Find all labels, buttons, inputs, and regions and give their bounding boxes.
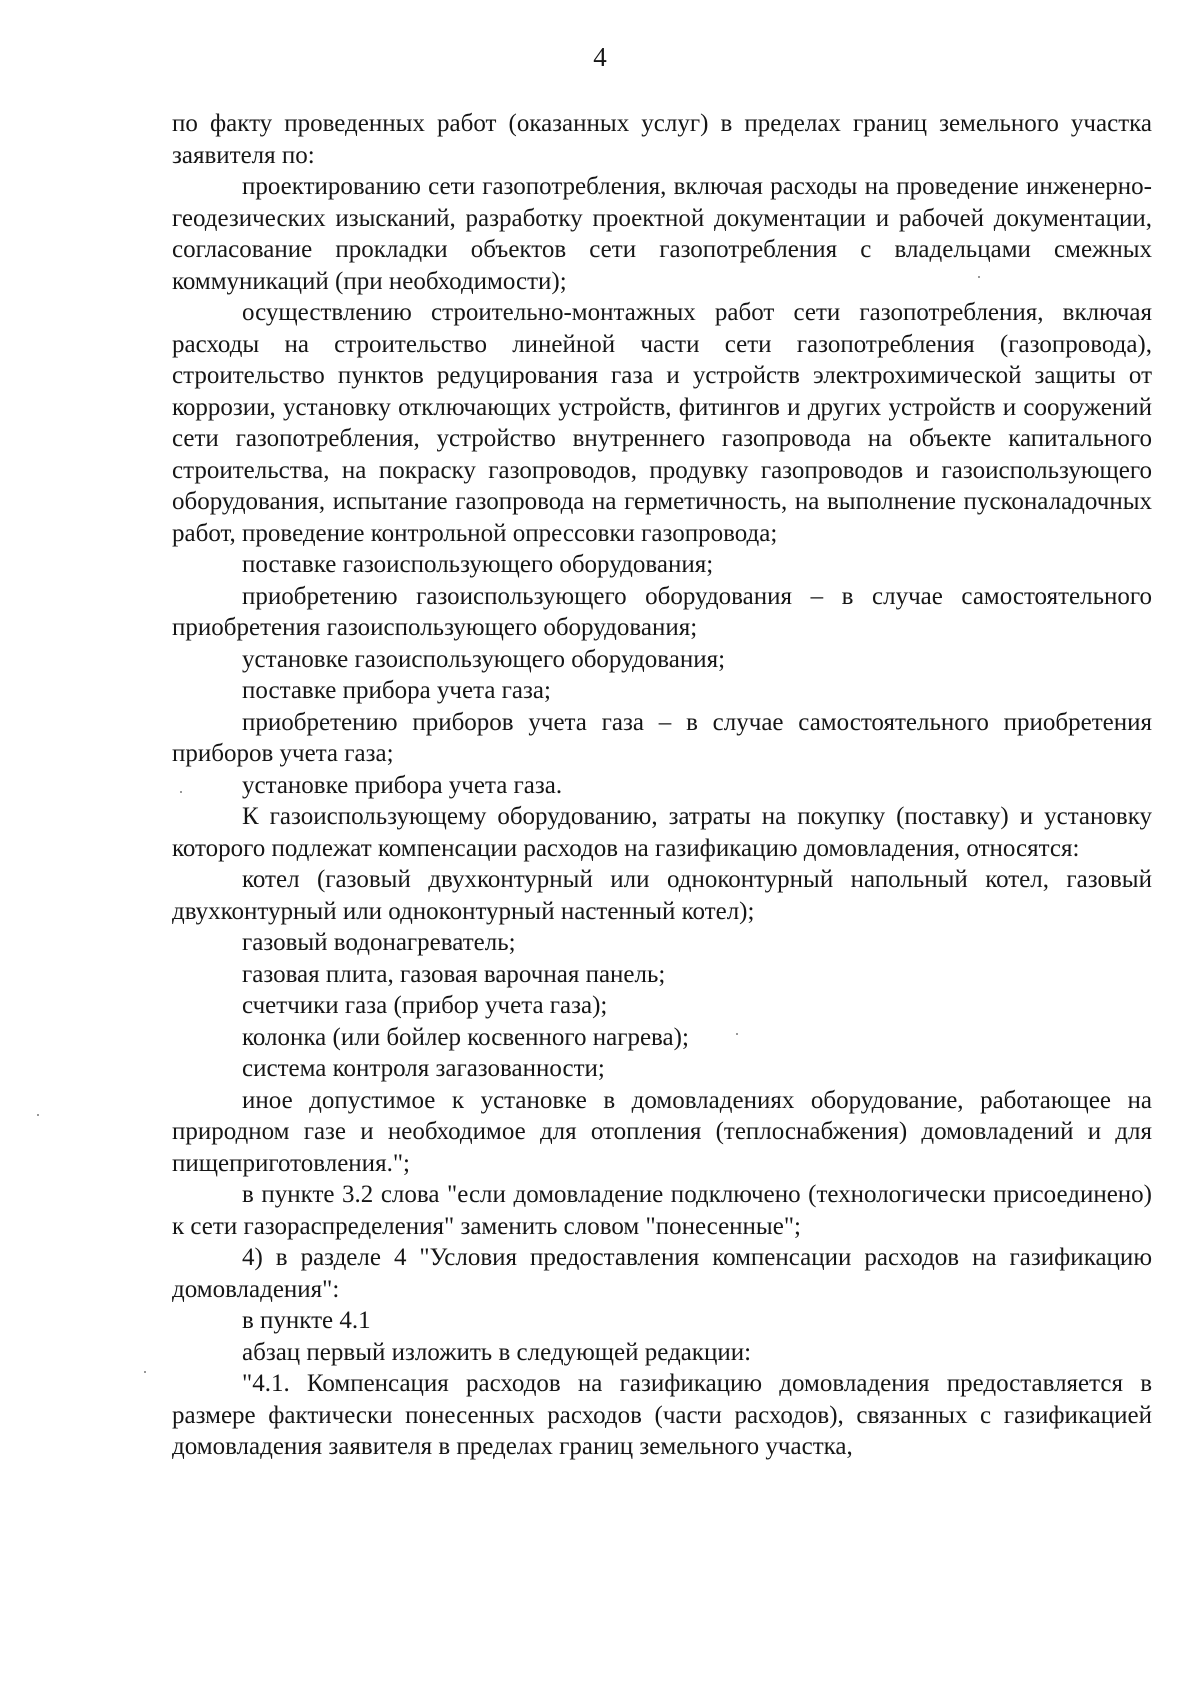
scan-speck bbox=[180, 791, 182, 793]
paragraph: по факту проведенных работ (оказанных услуг) в пределах границ земельного участка заявителя по: bbox=[172, 110, 1152, 169]
list-item: поставке прибора учета газа; bbox=[242, 677, 551, 704]
paragraph: в пункте 3.2 слова "если домовладение подключено (технологически присоединено) к сети газораспределения" заменить словом "понесенные"; bbox=[172, 1181, 1152, 1240]
paragraph: 4) в разделе 4 "Условия предоставления компенсации расходов на газификацию домовладения": bbox=[172, 1244, 1152, 1303]
scan-speck bbox=[37, 1114, 39, 1116]
list-item: котел (газовый двухконтурный или одноконтурный напольный котел, газовый двухконтурный или одноконтурный настенный котел); bbox=[172, 866, 1152, 925]
scan-speck bbox=[978, 276, 980, 278]
list-item: установке прибора учета газа. bbox=[242, 771, 563, 799]
paragraph: осуществлению строительно-монтажных работ сети газопотребления, включая расходы на строительство линейной части сети газопотребления (газопровода), строительство пунктов редуцирования газа и устройств электрохимической защиты от коррозии, установку отключающих устройств, фитингов и других устройств и сооружений сети газопотребления, устройство внутреннего газопровода на объекте капитального строительства, на покраску газопроводов, продувку газопроводов и газоиспользующего оборудования, испытание газопровода на герметичность, на выполнение пусконаладочных работ, проведение контрольной опрессовки газопровода; bbox=[172, 299, 1152, 547]
paragraph: в пункте 4.1 bbox=[242, 1307, 371, 1334]
list-item: поставке газоиспользующего оборудования; bbox=[242, 551, 714, 578]
list-item: газовая плита, газовая варочная панель; bbox=[242, 960, 666, 988]
list-item: счетчики газа (прибор учета газа); bbox=[242, 992, 608, 1019]
paragraph: К газоиспользующему оборудованию, затраты на покупку (поставку) и установку которого подлежат компенсации расходов на газификацию домовладения, относятся: bbox=[172, 803, 1152, 862]
scan-speck bbox=[144, 1371, 146, 1373]
paragraph: абзац первый изложить в следующей редакции: bbox=[242, 1338, 752, 1366]
list-item: установке газоиспользующего оборудования; bbox=[242, 645, 726, 673]
paragraph: проектированию сети газопотребления, включая расходы на проведение инженерно-геодезических изысканий, разработку проектной документации и рабочей документации, согласование прокладки объектов сети газопотребления с владельцами смежных коммуникаций (при необходимости); bbox=[172, 173, 1152, 295]
scan-speck bbox=[736, 1033, 738, 1035]
list-item: колонка (или бойлер косвенного нагрева); bbox=[242, 1023, 689, 1051]
page-number: 4 bbox=[593, 42, 607, 72]
list-item: приобретению приборов учета газа – в случае самостоятельного приобретения приборов учета газа; bbox=[172, 708, 1152, 767]
list-item: иное допустимое к установке в домовладениях оборудование, работающее на природном газе и необходимое для отопления (теплоснабжения) домовладений и для пищеприготовления."; bbox=[172, 1086, 1152, 1177]
list-item: газовый водонагреватель; bbox=[242, 929, 516, 956]
paragraph: "4.1. Компенсация расходов на газификацию домовладения предоставляется в размере фактически понесенных расходов (части расходов), связанных с газификацией домовладения заявителя в пределах границ земельного участка, bbox=[172, 1370, 1152, 1460]
document-body bbox=[172, 108, 1152, 1463]
list-item: приобретению газоиспользующего оборудования – в случае самостоятельного приобретения газоиспользующего оборудования; bbox=[172, 582, 1152, 641]
list-item: система контроля загазованности; bbox=[242, 1055, 605, 1082]
